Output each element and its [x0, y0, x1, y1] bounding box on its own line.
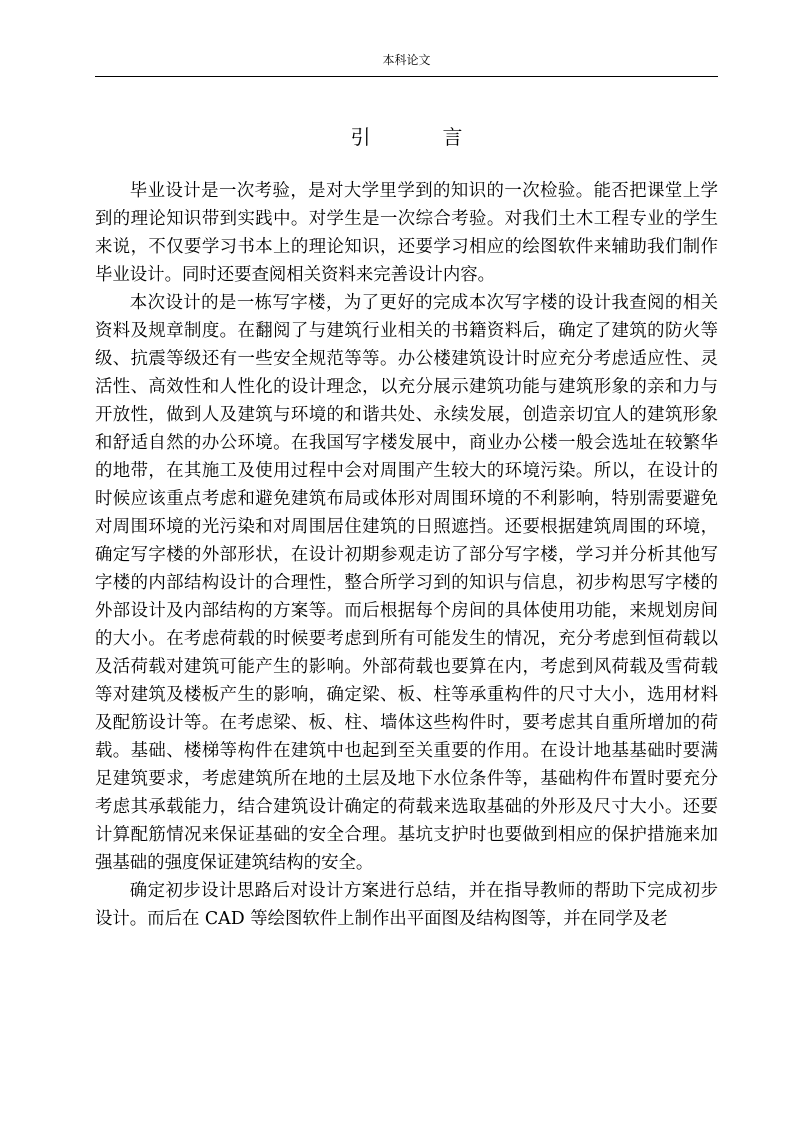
header-rule	[95, 76, 718, 77]
running-header: 本科论文	[382, 53, 431, 67]
paragraph-2: 本次设计的是一栋写字楼，为了更好的完成本次写字楼的设计我查阅的相关资料及规章制度。在翻阅了与建筑行业相关的书籍资料后，确定了建筑的防火等级、抗震等级还有一些安全规范等等。办公楼建筑设计时应充分考虑适应性、灵活性、高效性和人性化的设计理念，以充分展示建筑功能与建筑形象的亲和力与开放性，做到人及建筑与环境的和谐共处、永续发展，创造亲切宜人的建筑形象和舒适自然的办公环境。在我国写字楼发展中，商业办公楼一般会选址在较繁华的地带，在其施工及使用过程中会对周围产生较大的环境污染。所以，在设计的时候应该重点考虑和避免建筑布局或体形对周围环境的不利影响，特别需要避免对周围环境的光污染和对周围居住建筑的日照遮挡。还要根据建筑周围的环境，确定写字楼的外部形状，在设计初期参观走访了部分写字楼，学习并分析其他写字楼的内部结构设计的合理性，整合所学习到的知识与信息，初步构思写字楼的外部设计及内部结构的方案等。而后根据每个房间的具体使用功能，来规划房间的大小。在考虑荷载的时候要考虑到所有可能发生的情况，充分考虑到恒荷载以及活荷载对建筑可能产生的影响。外部荷载也要算在内，考虑到风荷载及雪荷载等对建筑及楼板产生的影响，确定梁、板、柱等承重构件的尺寸大小，选用材料及配筋设计等。在考虑梁、板、柱、墙体这些构件时，要考虑其自重所增加的荷载。基础、楼梯等构件在建筑中也起到至关重要的作用。在设计地基基础时要满足建筑要求，考虑建筑所在地的土层及地下水位条件等，基础构件布置时要充分考虑其承载能力，结合建筑设计确定的荷载来选取基础的外形及尺寸大小。还要计算配筋情况来保证基础的安全合理。基坑支护时也要做到相应的保护措施来加强基础的强度保证建筑结构的安全。	[95, 293, 718, 873]
paragraph-1: 毕业设计是一次考验，是对大学里学到的知识的一次检验。能否把课堂上学到的理论知识带到实践中。对学生是一次综合考验。对我们土木工程专业的学生来说，不仅要学习书本上的理论知识，还要学习相应的绘图软件来辅助我们制作毕业设计。同时还要查阅相关资料来完善设计内容。	[95, 181, 718, 285]
section-title: 引 言	[350, 125, 489, 149]
paragraph-3: 确定初步设计思路后对设计方案进行总结，并在指导教师的帮助下完成初步设计。而后在 CAD 等绘图软件上制作出平面图及结构图等，并在同学及老	[95, 881, 718, 929]
body-text	[95, 177, 718, 933]
